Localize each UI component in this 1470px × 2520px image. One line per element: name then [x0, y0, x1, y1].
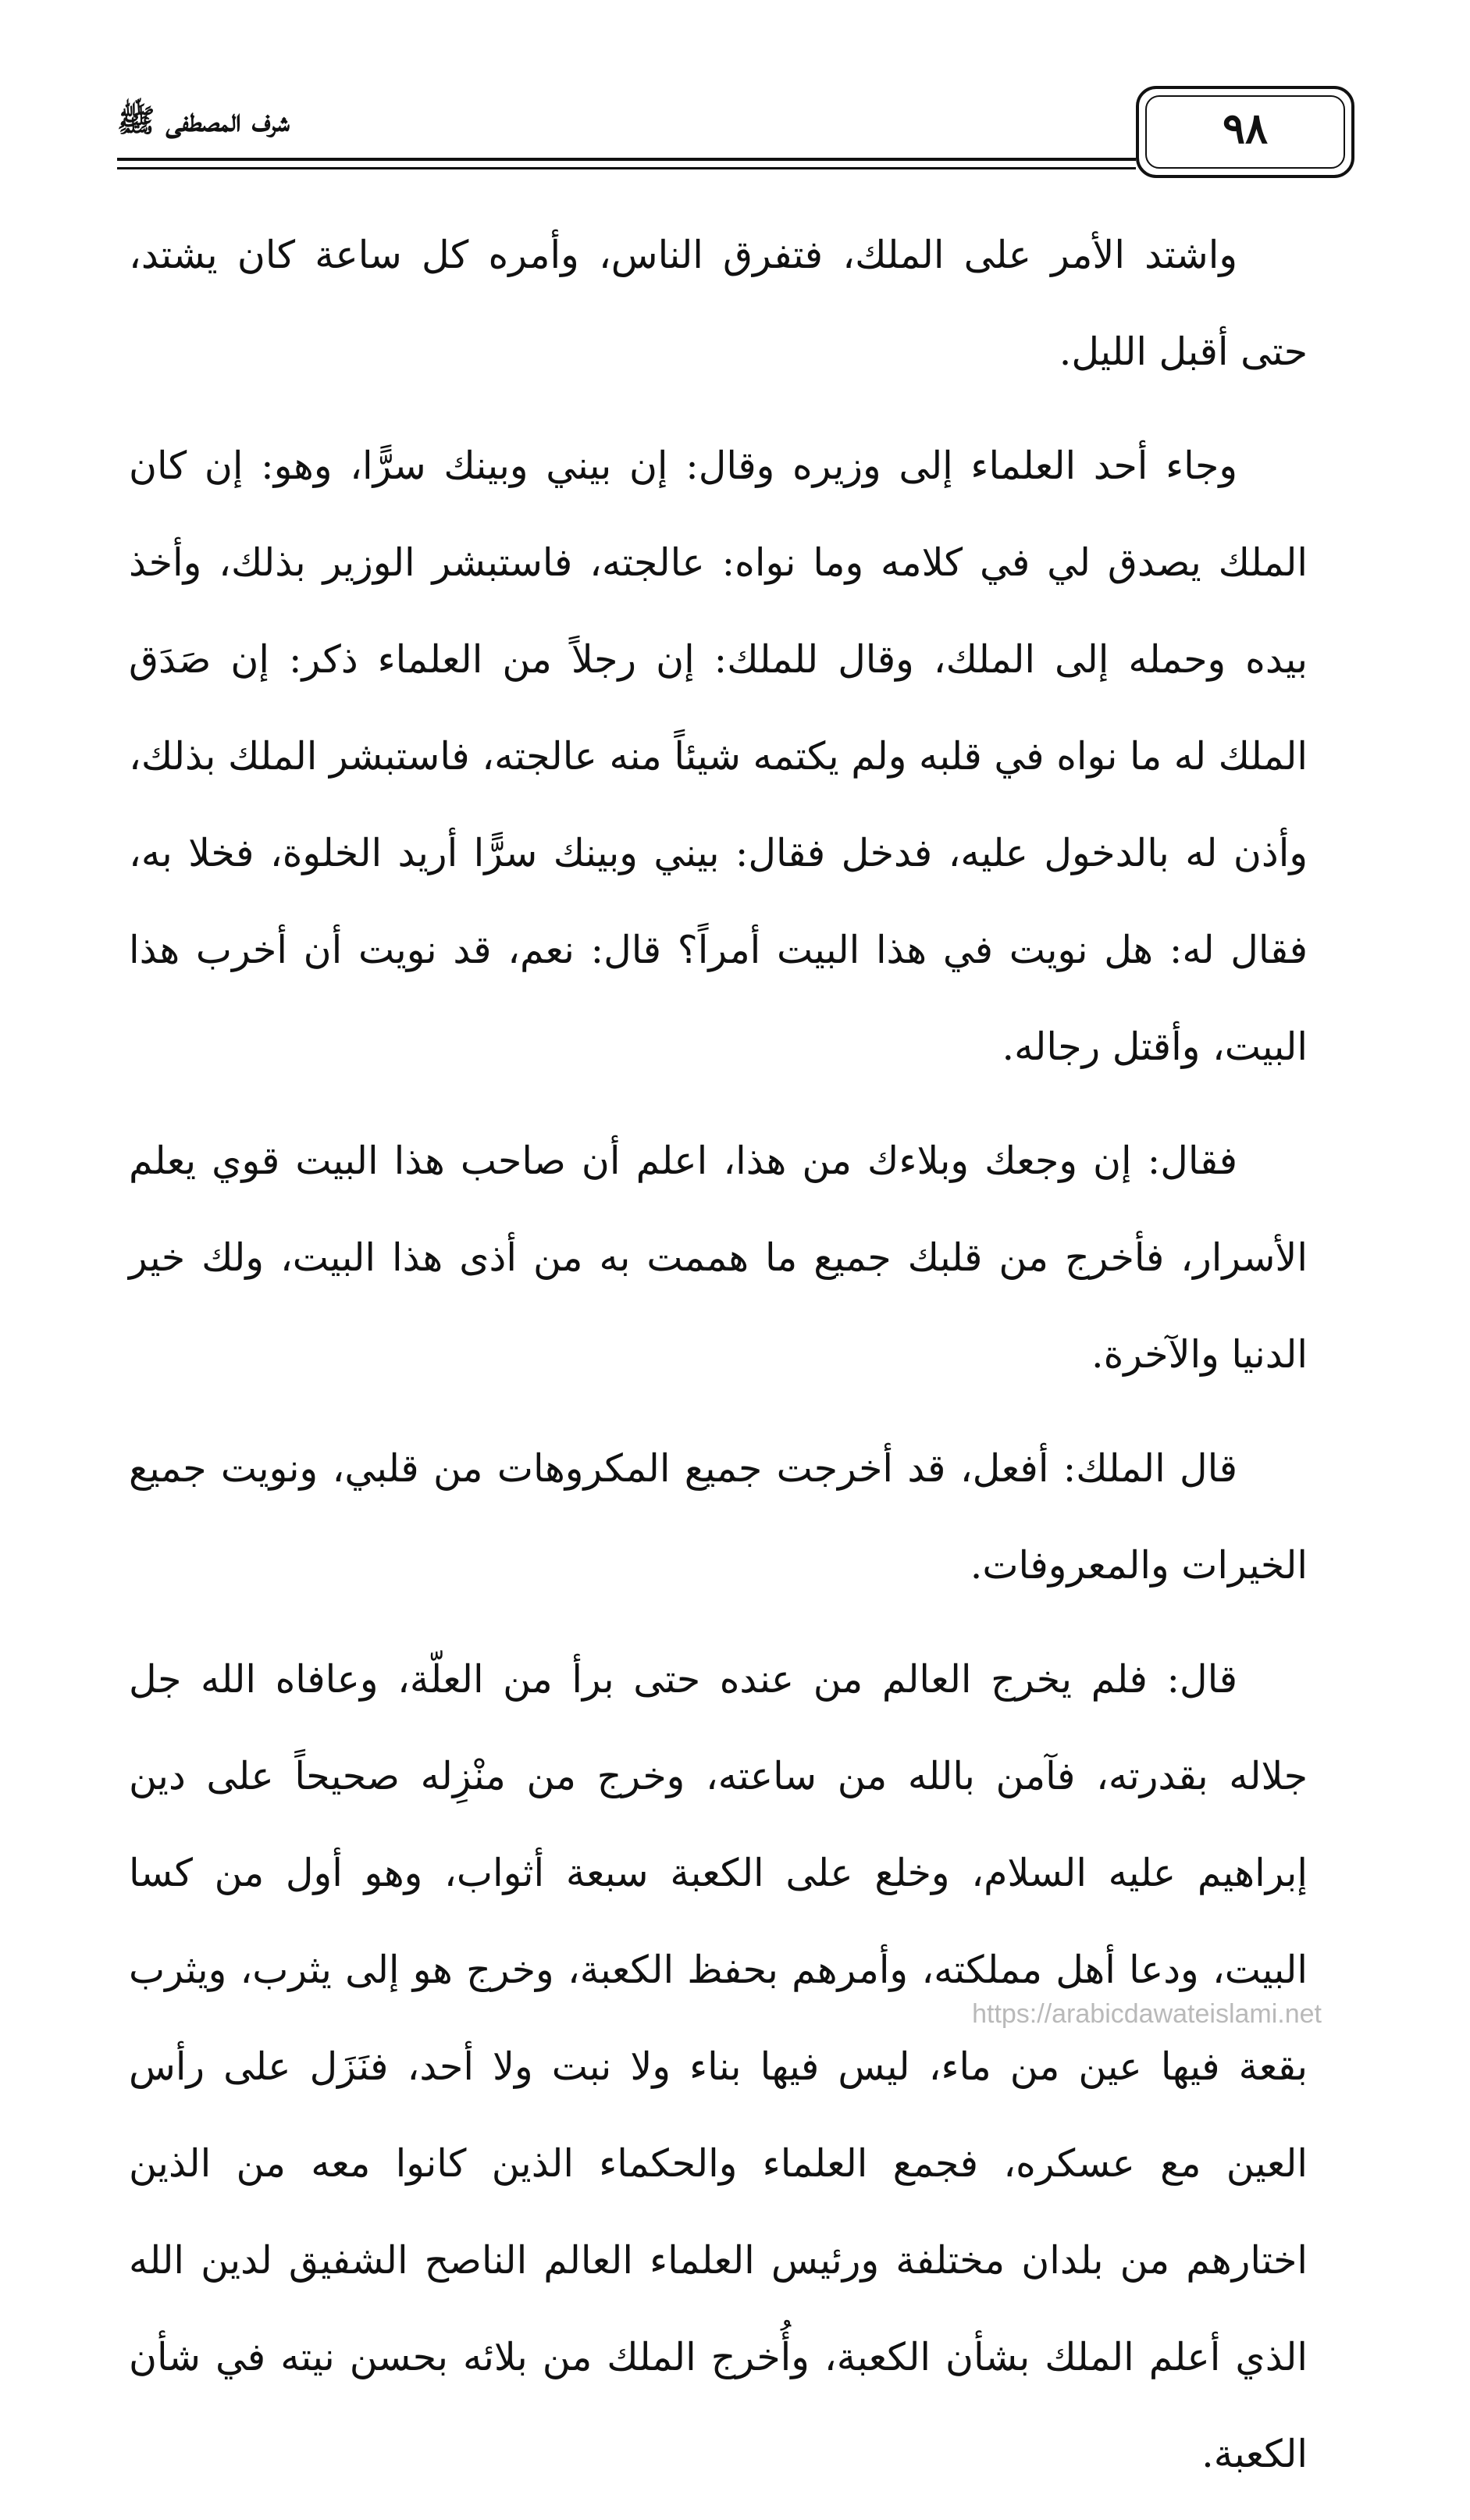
- paragraph: فقال: إن وجعك وبلاءك من هذا، اعلم أن صاحب هذا البيت قوي يعلم الأسرار، فأخرج من قلبك جميع ما هممت به من أذى هذا البيت، ولك خير الدنيا والآخرة.: [129, 1139, 1308, 1377]
- body-text: [129, 207, 1308, 2520]
- paragraph: قال الملك: أفعل، قد أخرجت جميع المكروهات من قلبي، ونويت جميع الخيرات والمعروفات.: [129, 1446, 1308, 1588]
- page-number-frame: [1136, 86, 1354, 178]
- page-header: [117, 86, 1315, 187]
- paragraph: قال: فلم يخرج العالم من عنده حتى برأ من العلّة، وعافاه الله جل جلاله بقدرته، فآمن بالله من ساعته، وخرج من منْزِله صحيحاً على دين إبراهيم عليه السلام، وخلع على الكعبة سبعة أثواب، وهو أول من كسا البيت، ودعا أهل مملكته، وأمرهم بحفظ الكعبة، وخرج هو إلى يثرب، ويثرب بقعة فيها عين من ماء، ليس فيها بناء ولا نبت ولا أحد، فنَزَل على رأس العين مع عسكره، فجمع العلماء والحكماء الذين كانوا معه من الذين اختارهم من بلدان مختلفة ورئيس العلماء العالم الناصح الشفيق لدين الله الذي أعلم الملك بشأن الكعبة، وأُخرج الملك من بلائه بحسن نيته في شأن الكعبة.: [129, 1657, 1308, 2476]
- running-title: شرف المصطفى ﷺ: [117, 102, 290, 139]
- watermark-url: https://arabicdawateislami.net: [972, 1999, 1322, 2029]
- page-number: ٩٨: [1222, 103, 1268, 153]
- paragraph: وجاء أحد العلماء إلى وزيره وقال: إن بيني وبينك سرًّا، وهو: إن كان الملك يصدق لي في كلامه وما نواه: عالجته، فاستبشر الوزير بذلك، وأخذ بيده وحمله إلى الملك، وقال للملك: إن رجلاً من العلماء ذكر: إن صَدَق الملك له ما نواه في قلبه ولم يكتمه شيئاً منه عالجته، فاستبشر الملك بذلك، وأذن له بالدخول عليه، فدخل فقال: بيني وبينك سرًّا أريد الخلوة، فخلا به، فقال له: هل نويت في هذا البيت أمراً؟ قال: نعم، قد نويت أن أخرب هذا البيت، وأقتل رجاله.: [129, 444, 1308, 1069]
- paragraph: واشتد الأمر على الملك، فتفرق الناس، وأمره كل ساعة كان يشتد، حتى أقبل الليل.: [129, 233, 1308, 374]
